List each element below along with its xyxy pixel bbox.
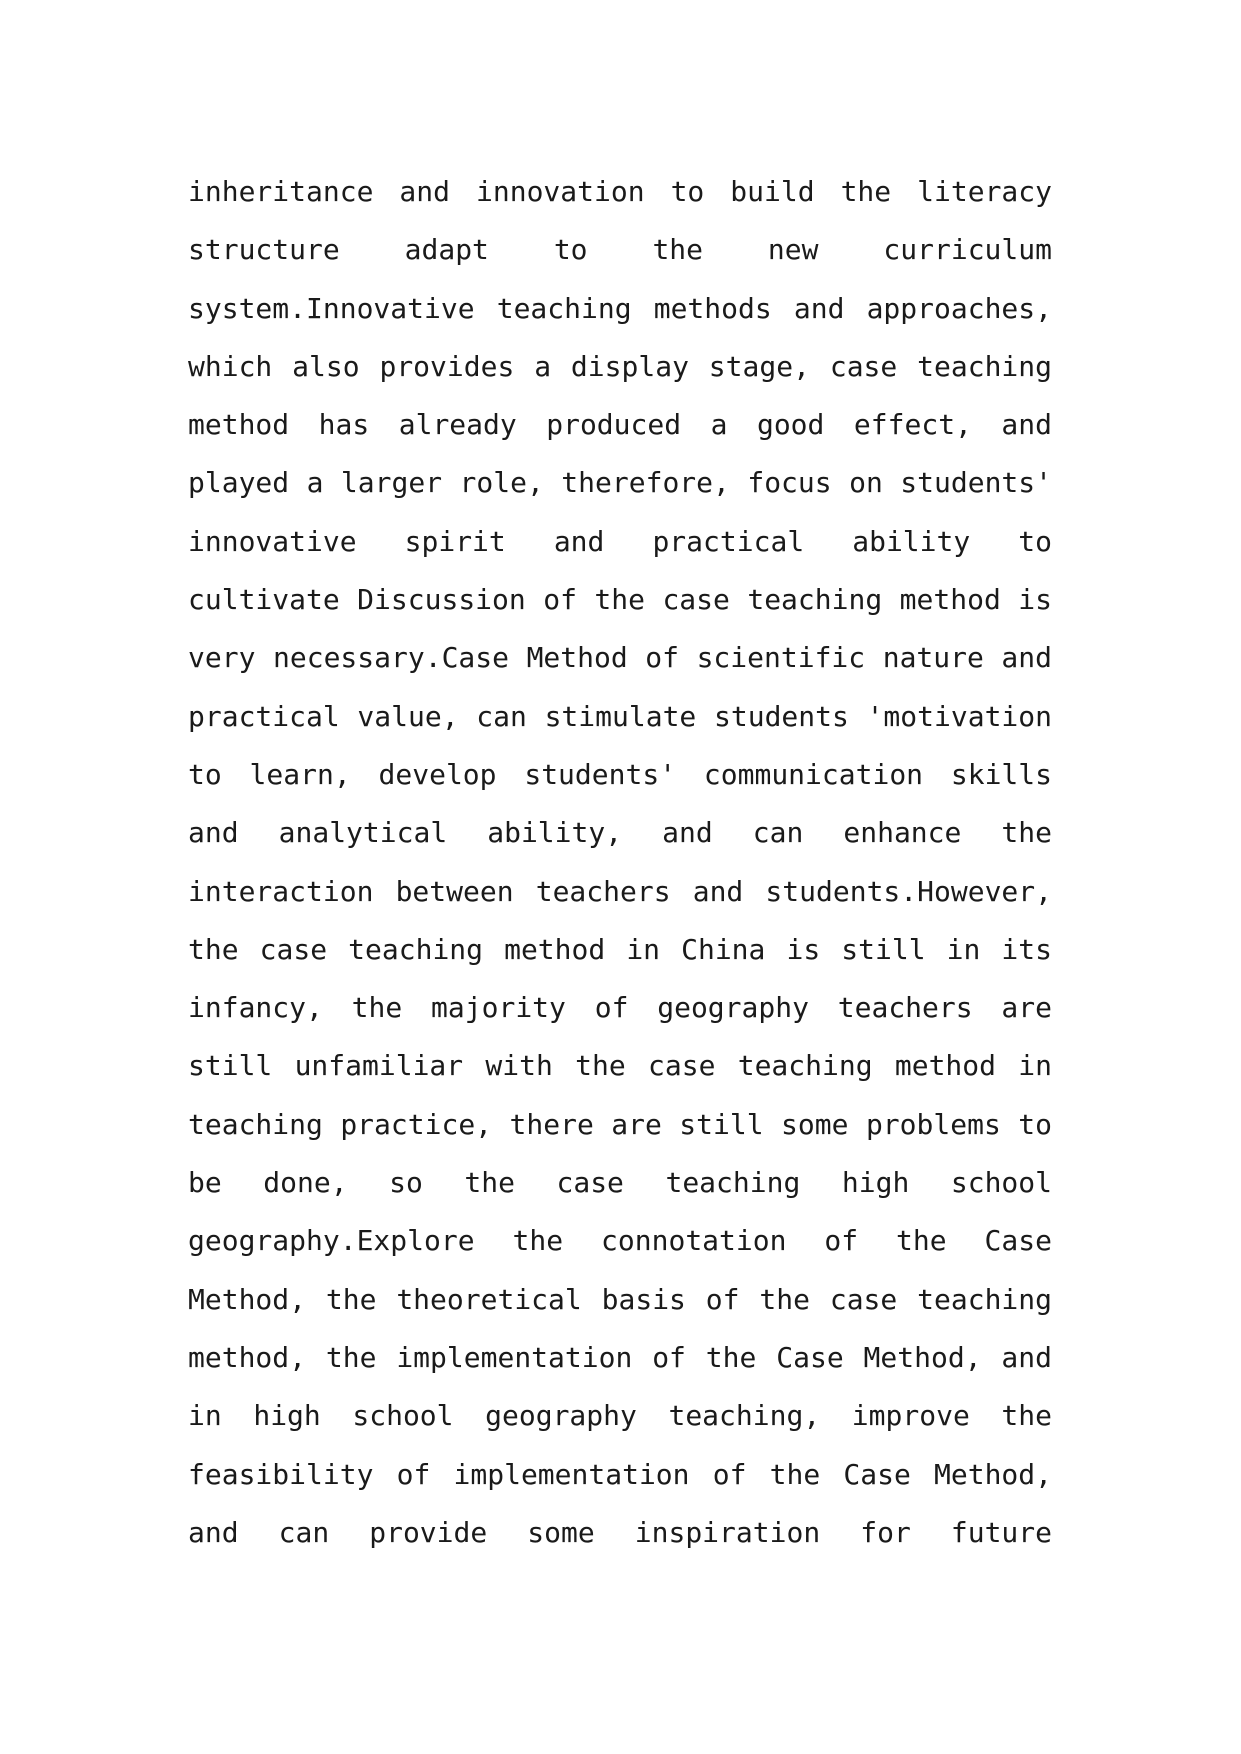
text-line: geography.Explore the connotation of the Case [188, 1224, 1052, 1258]
text-line: innovative spirit and practical ability to [188, 524, 1052, 558]
text-line: interaction between teachers and students.However, [188, 874, 1052, 908]
text-line: to learn, develop students' communication skills [188, 757, 1052, 791]
text-line: in high school geography teaching, improve the [188, 1399, 1052, 1433]
text-line: structure adapt to the new curriculum [188, 233, 1052, 267]
text-line: still unfamiliar with the case teaching method in [188, 1049, 1052, 1083]
text-line: method, the implementation of the Case Method, and [188, 1340, 1052, 1374]
text-line: inheritance and innovation to build the literacy [188, 175, 1052, 208]
body-text [188, 163, 1052, 1562]
text-line: method has already produced a good effect, and [188, 408, 1052, 442]
text-line: system.Innovative teaching methods and approaches, [188, 291, 1052, 325]
text-line: very necessary.Case Method of scientific nature and [188, 641, 1052, 675]
text-line: feasibility of implementation of the Case Method, [188, 1457, 1052, 1491]
text-line: practical value, can stimulate students 'motivation [188, 699, 1052, 733]
text-line: and analytical ability, and can enhance the [188, 816, 1052, 850]
text-line: cultivate Discussion of the case teaching method is [188, 583, 1052, 617]
text-line: infancy, the majority of geography teachers are [188, 991, 1052, 1025]
text-line: the case teaching method in China is still in its [188, 932, 1052, 966]
text-line: played a larger role, therefore, focus on students' [188, 466, 1052, 500]
text-line: which also provides a display stage, case teaching [188, 349, 1052, 383]
text-line: and can provide some inspiration for future [188, 1515, 1052, 1549]
text-line: teaching practice, there are still some problems to [188, 1107, 1052, 1141]
text-line: be done, so the case teaching high school [188, 1166, 1052, 1200]
text-line: Method, the theoretical basis of the case teaching [188, 1282, 1052, 1316]
